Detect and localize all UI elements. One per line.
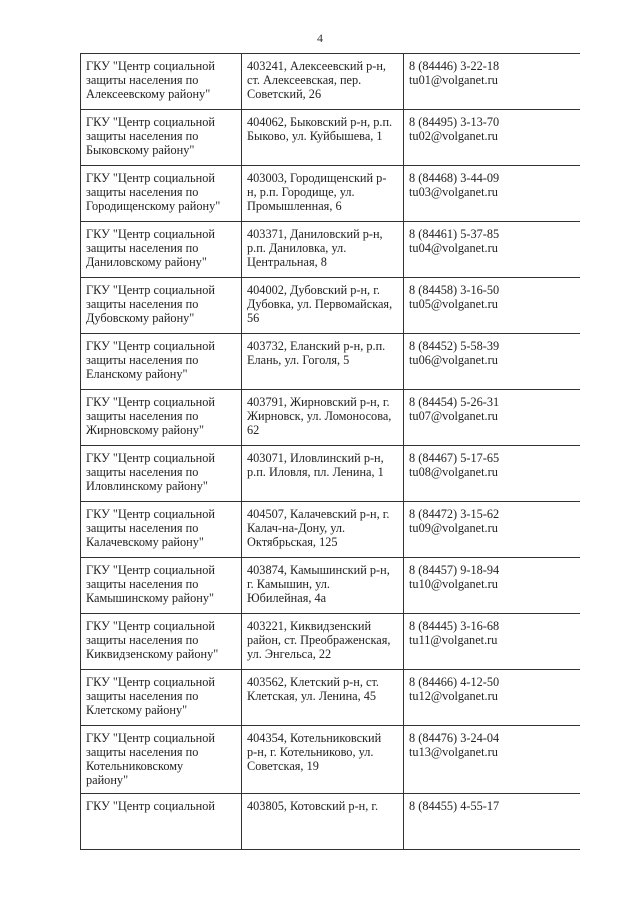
contact-cell — [404, 558, 581, 614]
address-line: ст. Алексеевская, пер. — [247, 73, 362, 87]
organization-name-line: ГКУ "Центр социальной — [86, 451, 215, 465]
organization-name-cell — [81, 670, 242, 726]
organization-name-cell — [81, 502, 242, 558]
organization-name-line: Дубовскому району" — [86, 311, 195, 325]
organization-name-line: защиты населения по — [86, 185, 199, 199]
phone-number: 8 (84457) 9-18-94 — [409, 563, 500, 577]
email-address: tu05@volganet.ru — [409, 297, 498, 311]
phone-number: 8 (84445) 3-16-68 — [409, 619, 500, 633]
phone-number: 8 (84455) 4-55-17 — [409, 799, 500, 813]
phone-number: 8 (84461) 5-37-85 — [409, 227, 500, 241]
phone-number: 8 (84468) 3-44-09 — [409, 171, 500, 185]
address-line: Центральная, 8 — [247, 255, 327, 269]
contact-cell — [404, 54, 581, 110]
table-row — [81, 278, 581, 334]
table-row — [81, 110, 581, 166]
address-line: 404002, Дубовский р-н, г. — [247, 283, 380, 297]
address-line: р-н, г. Котельниково, ул. — [247, 745, 374, 759]
email-address: tu04@volganet.ru — [409, 241, 498, 255]
email-address: tu02@volganet.ru — [409, 129, 498, 143]
organization-name-line: защиты населения по — [86, 633, 199, 647]
organization-name-line: ГКУ "Центр социальной — [86, 675, 215, 689]
address-line: Калач-на-Дону, ул. — [247, 521, 346, 535]
organization-name-line: Городищенскому району" — [86, 199, 221, 213]
contact-cell — [404, 334, 581, 390]
organization-name-line: защиты населения по — [86, 745, 199, 759]
email-address: tu09@volganet.ru — [409, 521, 498, 535]
address-line: 403874, Камышинский р-н, — [247, 563, 390, 577]
organization-name-cell — [81, 726, 242, 794]
organization-name-line: ГКУ "Центр социальной — [86, 171, 215, 185]
organization-name-line: ГКУ "Центр социальной — [86, 507, 215, 521]
phone-number: 8 (84454) 5-26-31 — [409, 395, 500, 409]
organization-name-cell — [81, 794, 242, 850]
address-cell — [242, 558, 404, 614]
organization-name-cell — [81, 614, 242, 670]
contact-cell — [404, 278, 581, 334]
organization-name-line: району" — [86, 773, 129, 787]
address-line: 403805, Котовский р-н, г. — [247, 799, 379, 813]
organization-name-line: ГКУ "Центр социальной — [86, 59, 215, 73]
phone-number: 8 (84476) 3-24-04 — [409, 731, 500, 745]
organization-name-line: Еланскому району" — [86, 367, 188, 381]
contact-cell — [404, 794, 581, 850]
table-row — [81, 670, 581, 726]
address-line: 404507, Калачевский р-н, г. — [247, 507, 390, 521]
email-address: tu10@volganet.ru — [409, 577, 498, 591]
organization-name-line: ГКУ "Центр социальной — [86, 619, 215, 633]
address-line: 403241, Алексеевский р-н, — [247, 59, 387, 73]
address-cell — [242, 670, 404, 726]
organization-name-line: Киквидзенскому району" — [86, 647, 219, 661]
table-row — [81, 446, 581, 502]
table-row — [81, 334, 581, 390]
phone-number: 8 (84472) 3-15-62 — [409, 507, 500, 521]
address-cell — [242, 502, 404, 558]
organization-name-line: защиты населения по — [86, 409, 199, 423]
address-line: Советская, 19 — [247, 759, 319, 773]
address-line: 403732, Еланский р-н, р.п. — [247, 339, 386, 353]
address-line: Промышленная, 6 — [247, 199, 342, 213]
contact-cell — [404, 446, 581, 502]
organization-name-cell — [81, 54, 242, 110]
address-line: р.п. Даниловка, ул. — [247, 241, 347, 255]
address-line: 403071, Иловлинский р-н, — [247, 451, 384, 465]
address-line: г. Камышин, ул. — [247, 577, 330, 591]
address-line: район, ст. Преображенская, — [247, 633, 391, 647]
organization-name-line: ГКУ "Центр социальной — [86, 563, 215, 577]
page-number: 4 — [317, 31, 323, 45]
organization-name-cell — [81, 446, 242, 502]
organization-name-line: ГКУ "Центр социальной — [86, 227, 215, 241]
organization-name-line: ГКУ "Центр социальной — [86, 731, 215, 745]
organization-name-line: Даниловскому району" — [86, 255, 207, 269]
address-cell — [242, 726, 404, 794]
organization-name-line: ГКУ "Центр социальной — [86, 283, 215, 297]
contact-cell — [404, 222, 581, 278]
address-cell — [242, 278, 404, 334]
table-row — [81, 558, 581, 614]
phone-number: 8 (84467) 5-17-65 — [409, 451, 500, 465]
organization-name-line: Жирновскому району" — [86, 423, 205, 437]
address-line: 403003, Городищенский р- — [247, 171, 387, 185]
address-cell — [242, 390, 404, 446]
organization-name-line: Калачевскому району" — [86, 535, 204, 549]
contacts-table — [80, 53, 580, 850]
contact-cell — [404, 390, 581, 446]
address-line: 403562, Клетский р-н, ст. — [247, 675, 379, 689]
address-cell — [242, 166, 404, 222]
address-line: 404062, Быковский р-н, р.п. — [247, 115, 393, 129]
address-line: 56 — [247, 311, 260, 325]
phone-number: 8 (84446) 3-22-18 — [409, 59, 500, 73]
email-address: tu12@volganet.ru — [409, 689, 498, 703]
phone-number: 8 (84466) 4-12-50 — [409, 675, 500, 689]
organization-name-line: Клетскому району" — [86, 703, 188, 717]
organization-name-line: защиты населения по — [86, 129, 199, 143]
email-address: tu03@volganet.ru — [409, 185, 498, 199]
organization-name-cell — [81, 558, 242, 614]
address-cell — [242, 110, 404, 166]
address-line: Быково, ул. Куйбышева, 1 — [247, 129, 383, 143]
address-line: р.п. Иловля, пл. Ленина, 1 — [247, 465, 384, 479]
organization-name-cell — [81, 110, 242, 166]
contact-cell — [404, 670, 581, 726]
address-line: Клетская, ул. Ленина, 45 — [247, 689, 377, 703]
address-line: ул. Энгельса, 22 — [247, 647, 332, 661]
organization-name-line: ГКУ "Центр социальной — [86, 115, 215, 129]
address-line: 403371, Даниловский р-н, — [247, 227, 383, 241]
phone-number: 8 (84458) 3-16-50 — [409, 283, 500, 297]
phone-number: 8 (84495) 3-13-70 — [409, 115, 500, 129]
organization-name-line: ГКУ "Центр социальной — [86, 799, 215, 813]
email-address: tu11@volganet.ru — [409, 633, 498, 647]
table-body — [81, 54, 581, 850]
organization-name-line: Камышинскому району" — [86, 591, 214, 605]
address-line: Советский, 26 — [247, 87, 322, 101]
address-cell — [242, 614, 404, 670]
organization-name-line: ГКУ "Центр социальной — [86, 339, 215, 353]
email-address: tu07@volganet.ru — [409, 409, 498, 423]
address-cell — [242, 54, 404, 110]
table-row — [81, 54, 581, 110]
address-line: 403791, Жирновский р-н, г. — [247, 395, 390, 409]
organization-name-line: защиты населения по — [86, 521, 199, 535]
address-cell — [242, 334, 404, 390]
organization-name-cell — [81, 278, 242, 334]
table-row — [81, 166, 581, 222]
organization-name-line: Быковскому району" — [86, 143, 195, 157]
phone-number: 8 (84452) 5-58-39 — [409, 339, 500, 353]
organization-name-line: защиты населения по — [86, 297, 199, 311]
organization-name-line: Алексеевскому району" — [86, 87, 211, 101]
table-row — [81, 614, 581, 670]
email-address: tu13@volganet.ru — [409, 745, 498, 759]
address-cell — [242, 446, 404, 502]
address-line: 62 — [247, 423, 260, 437]
contact-cell — [404, 166, 581, 222]
organization-name-cell — [81, 390, 242, 446]
table-row — [81, 222, 581, 278]
address-line: Юбилейная, 4а — [247, 591, 327, 605]
organization-name-line: Иловлинскому району" — [86, 479, 208, 493]
organization-name-line: защиты населения по — [86, 689, 199, 703]
address-line: Елань, ул. Гоголя, 5 — [247, 353, 350, 367]
organization-name-cell — [81, 222, 242, 278]
email-address: tu08@volganet.ru — [409, 465, 498, 479]
address-cell — [242, 222, 404, 278]
table-row — [81, 390, 581, 446]
email-address: tu01@volganet.ru — [409, 73, 498, 87]
address-line: Жирновск, ул. Ломоносова, — [247, 409, 392, 423]
address-line: Дубовка, ул. Первомайская, — [247, 297, 393, 311]
table-row — [81, 726, 581, 794]
contact-cell — [404, 726, 581, 794]
contact-cell — [404, 614, 581, 670]
address-line: 404354, Котельниковский — [247, 731, 382, 745]
address-line: 403221, Киквидзенский — [247, 619, 372, 633]
organization-name-cell — [81, 334, 242, 390]
organization-name-line: защиты населения по — [86, 353, 199, 367]
table-row — [81, 502, 581, 558]
contact-cell — [404, 502, 581, 558]
address-line: н, р.п. Городище, ул. — [247, 185, 355, 199]
organization-name-line: защиты населения по — [86, 241, 199, 255]
organization-name-cell — [81, 166, 242, 222]
address-line: Октябрьская, 125 — [247, 535, 338, 549]
organization-name-line: ГКУ "Центр социальной — [86, 395, 215, 409]
organization-name-line: защиты населения по — [86, 73, 199, 87]
organization-name-line: Котельниковскому — [86, 759, 184, 773]
table-container — [80, 53, 580, 879]
table-row — [81, 794, 581, 850]
organization-name-line: защиты населения по — [86, 465, 199, 479]
organization-name-line: защиты населения по — [86, 577, 199, 591]
email-address: tu06@volganet.ru — [409, 353, 498, 367]
address-cell — [242, 794, 404, 850]
contact-cell — [404, 110, 581, 166]
